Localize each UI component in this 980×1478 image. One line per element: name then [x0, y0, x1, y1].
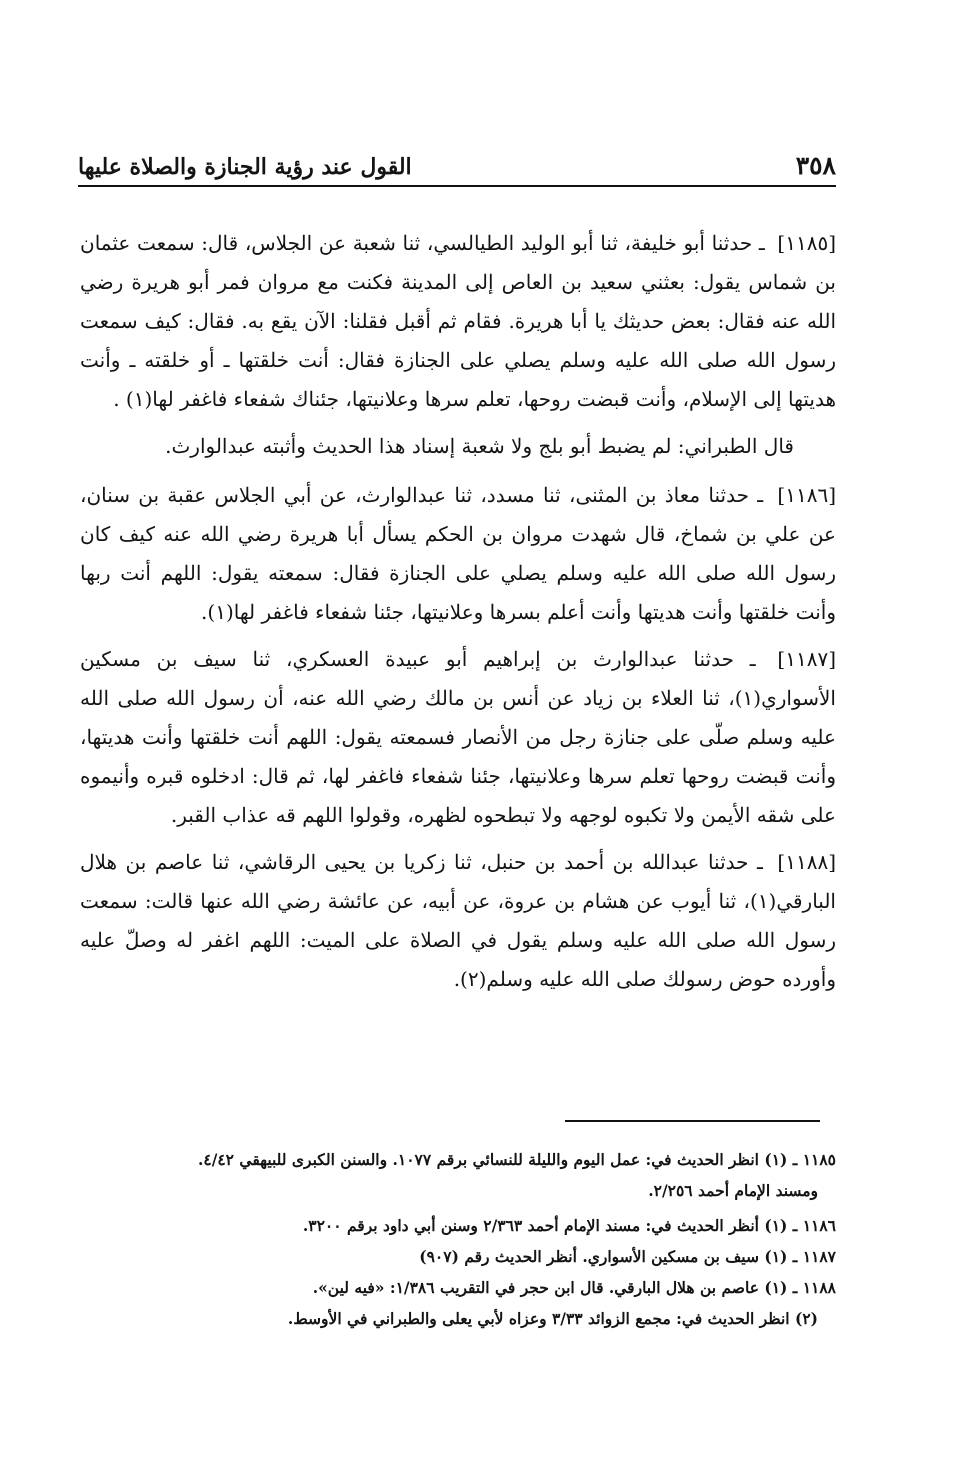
hadith-1188	[80, 843, 836, 999]
hadith-1185	[80, 224, 836, 419]
footnote-divider	[565, 1120, 820, 1122]
hadith-number: [١١٨٧]	[777, 647, 836, 671]
main-text	[80, 224, 836, 1007]
hadith-text: ـ حدثنا أبو خليفة، ثنا أبو الوليد الطيالسي، ثنا شعبة عن الجلاس، قال: سمعت عثمان بن شماس يقول: بعثني سعيد بن العاص إلى المدينة فكنت مع مروان فمر أبو هريرة رضي الله عنه فقال: بعض حديثك يا أبا هريرة. فقام ثم أقبل فقلنا: الآن يقع به. فقال: كيف سمعت رسول الله صلى الله عليه وسلم يصلي على الجنازة فقال: أنت خلقتها ـ أو خلقته ـ وأنت هديتها إلى الإسلام، وأنت قبضت روحها، تعلم سرها وعلانيتها، جئناك شفعاء فاغفر لها(١) .	[80, 231, 836, 411]
tabarani-comment: قال الطبراني: لم يضبط أبو بلج ولا شعبة إسناد هذا الحديث وأثبته عبدالوارث.	[165, 434, 794, 458]
footnote-1187: ١١٨٧ ـ (١) سيف بن مسكين الأسواري. أنظر الحديث رقم (٩٠٧)	[419, 1247, 836, 1266]
hadith-number: [١١٨٥]	[777, 231, 837, 255]
hadith-1187	[80, 640, 836, 835]
hadith-1186	[80, 476, 836, 632]
footnote-1185: ١١٨٥ ـ (١) انظر الحديث في: عمل اليوم والليلة للنسائي برقم ١٠٧٧. والسنن الكبرى للبيهقي ٤/٤٢.	[197, 1150, 836, 1169]
footnote-1185-continuation: ومسند الإمام أحمد ٢/٢٥٦.	[648, 1181, 818, 1200]
hadith-text: ـ حدثنا عبدالوارث بن إبراهيم أبو عبيدة العسكري، ثنا سيف بن مسكين الأسواري(١)، ثنا العلاء بن زياد عن أنس بن مالك رضي الله عنه، أن رسول الله صلى الله عليه وسلم صلّى على جنازة رجل من الأنصار فسمعته يقول: اللهم أنت خلقتها وأنت هديتها، وأنت قبضت روحها تعلم سرها وعلانيتها، جئنا شفعاء فاغفر لها، ثم قال: ادخلوه قبره وأنيموه على شقه الأيمن ولا تكبوه لوجهه ولا تبطحوه لظهره، وقولوا اللهم قه عذاب القبر.	[80, 647, 836, 827]
hadith-number: [١١٨٨]	[777, 850, 837, 874]
page-header	[78, 140, 836, 180]
footnote-1186: ١١٨٦ ـ (١) أنظر الحديث في: مسند الإمام أحمد ٢/٣٦٣ وسنن أبي داود برقم ٣٢٠٠.	[302, 1216, 836, 1235]
hadith-text: ـ حدثنا معاذ بن المثنى، ثنا مسدد، ثنا عبدالوارث، عن أبي الجلاس عقبة بن سنان، عن علي بن شماخ، قال شهدت مروان بن الحكم يسأل أبا هريرة رضي الله عنه كيف كان رسول الله صلى الله عليه وسلم يصلي على الجنازة فقال: سمعته يقول: اللهم أنت ربها وأنت خلقتها وأنت هديتها وأنت أعلم بسرها وعلانيتها، جئنا شفعاء فاغفر لها(١).	[80, 483, 836, 624]
footnote-1188-2: (٢) انظر الحديث في: مجمع الزوائد ٣/٣٣ وعزاه لأبي يعلى والطبراني في الأوسط.	[287, 1309, 818, 1328]
running-title: القول عند رؤية الجنازة والصلاة عليها	[78, 154, 412, 180]
header-divider	[78, 185, 836, 187]
page-number: ٣٥٨	[795, 151, 836, 180]
footnote-1188: ١١٨٨ ـ (١) عاصم بن هلال البارقي. قال ابن حجر في التقريب ١/٣٨٦: «فيه لين».	[312, 1278, 836, 1297]
hadith-number: [١١٨٦]	[777, 483, 836, 507]
hadith-text: ـ حدثنا عبدالله بن أحمد بن حنبل، ثنا زكريا بن يحيى الرقاشي، ثنا عاصم بن هلال البارقي(١)، ثنا أيوب عن هشام بن عروة، عن أبيه، عن عائشة رضي الله عنها قالت: سمعت رسول الله صلى الله عليه وسلم يقول في الصلاة على الميت: اللهم اغفر له وصلّ عليه وأورده حوض رسولك صلى الله عليه وسلم(٢).	[80, 850, 836, 991]
footnotes	[80, 1144, 836, 1334]
